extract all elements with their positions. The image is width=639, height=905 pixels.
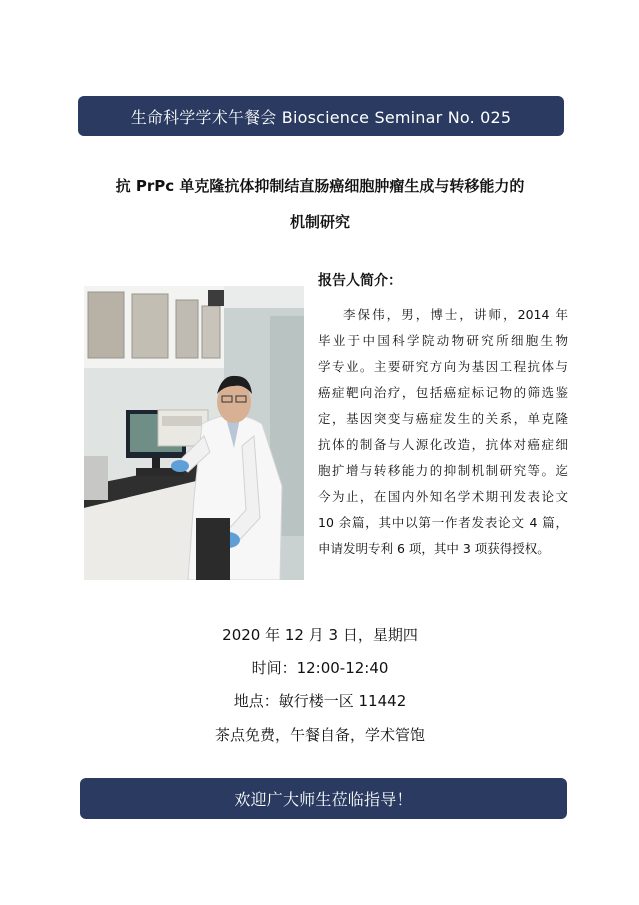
bio-line: 胞扩增与转移能力的抑制机制研究等。迄 [318, 463, 568, 478]
bio-line: 癌症靶向治疗，包括癌症标记物的筛选鉴 [318, 385, 568, 400]
bio-line: 10 余篇，其中以第一作者发表论文 4 篇， [318, 515, 568, 530]
bio-heading: 报告人简介： [318, 273, 402, 289]
bio-line: 申请发明专利 6 项，其中 3 项获得授权。 [318, 541, 550, 556]
talk-title-line-1: 抗 PrPc 单克隆抗体抑制结直肠癌细胞肿瘤生成与转移能力的 [115, 177, 525, 195]
event-date: 2020 年 12 月 3 日，星期四 [222, 626, 418, 644]
header-banner [78, 96, 564, 136]
speaker-bio [318, 302, 568, 562]
talk-title-line-2: 机制研究 [289, 213, 350, 231]
footer-banner-text: 欢迎广大师生莅临指导！ [234, 790, 413, 809]
bio-line: 定，基因突变与癌症发生的关系，单克隆 [318, 411, 568, 426]
event-location: 地点：敏行楼一区 11442 [233, 692, 407, 710]
bio-line: 学专业。主要研究方向为基因工程抗体与 [318, 359, 568, 374]
bio-line: 抗体的制备与人源化改造，抗体对癌症细 [318, 437, 568, 452]
footer-banner [80, 778, 567, 819]
event-time: 时间：12:00-12:40 [251, 659, 389, 677]
header-banner-text: 生命科学学术午餐会 Bioscience Seminar No. 025 [130, 107, 512, 127]
bio-line: 今为止，在国内外知名学术期刊发表论文 [318, 489, 568, 504]
event-note: 茶点免费，午餐自备，学术管饱 [214, 726, 425, 744]
bio-line: 毕业于中国科学院动物研究所细胞生物 [318, 333, 568, 348]
speaker-photo [84, 286, 304, 580]
bio-line: 李保伟，男，博士，讲师，2014 年 [343, 307, 568, 322]
